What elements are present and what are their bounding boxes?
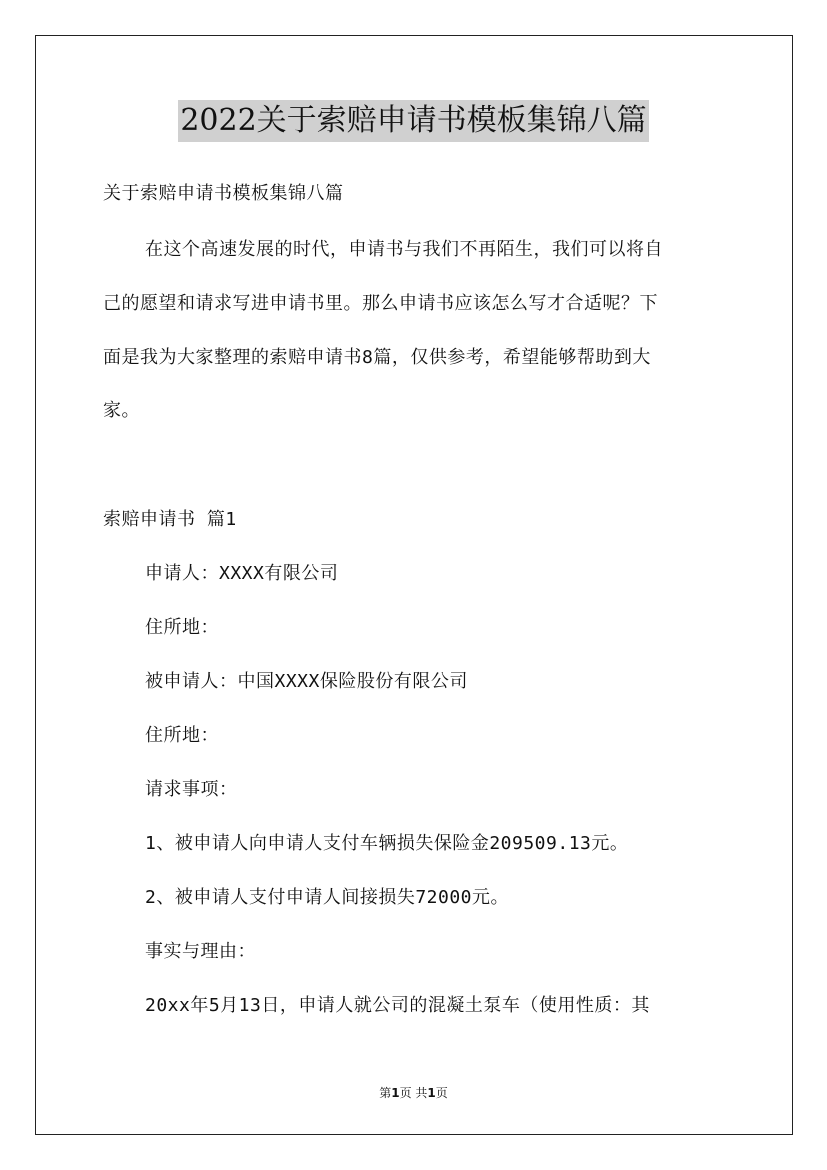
respondent-address-line: 住所地： — [145, 725, 219, 746]
applicant-address-line: 住所地： — [145, 617, 219, 638]
title-container — [0, 100, 827, 142]
document-title: 2022关于索赔申请书模板集锦八篇 — [178, 100, 648, 142]
respondent-line: 被申请人：中国XXXX保险股份有限公司 — [145, 671, 468, 692]
page-footer — [0, 1084, 827, 1101]
footer-mid: 页 共 — [399, 1086, 428, 1100]
claims-heading: 请求事项： — [145, 779, 238, 800]
claim-item-2: 2、被申请人支付申请人间接损失72000元。 — [145, 887, 510, 908]
intro-line-2: 己的愿望和请求写进申请书里。那么申请书应该怎么写才合适呢？下 — [103, 293, 658, 314]
footer-prefix: 第 — [379, 1086, 392, 1100]
facts-heading: 事实与理由： — [145, 941, 256, 962]
intro-line-4: 家。 — [103, 400, 140, 421]
document-subtitle: 关于索赔申请书模板集锦八篇 — [103, 183, 344, 204]
section-heading: 索赔申请书 篇1 — [103, 509, 237, 530]
intro-line-1: 在这个高速发展的时代，申请书与我们不再陌生，我们可以将自 — [145, 239, 663, 260]
claim-item-1: 1、被申请人向申请人支付车辆损失保险金209509.13元。 — [145, 833, 629, 854]
intro-line-3: 面是我为大家整理的索赔申请书8篇，仅供参考，希望能够帮助到大 — [103, 347, 651, 368]
footer-page-num: 1 — [391, 1086, 400, 1100]
facts-line-1: 20xx年5月13日，申请人就公司的混凝土泵车（使用性质：其 — [145, 995, 650, 1016]
footer-suffix: 页 — [435, 1086, 448, 1100]
applicant-line: 申请人：XXXX有限公司 — [145, 563, 339, 584]
footer-page-total: 1 — [427, 1086, 436, 1100]
